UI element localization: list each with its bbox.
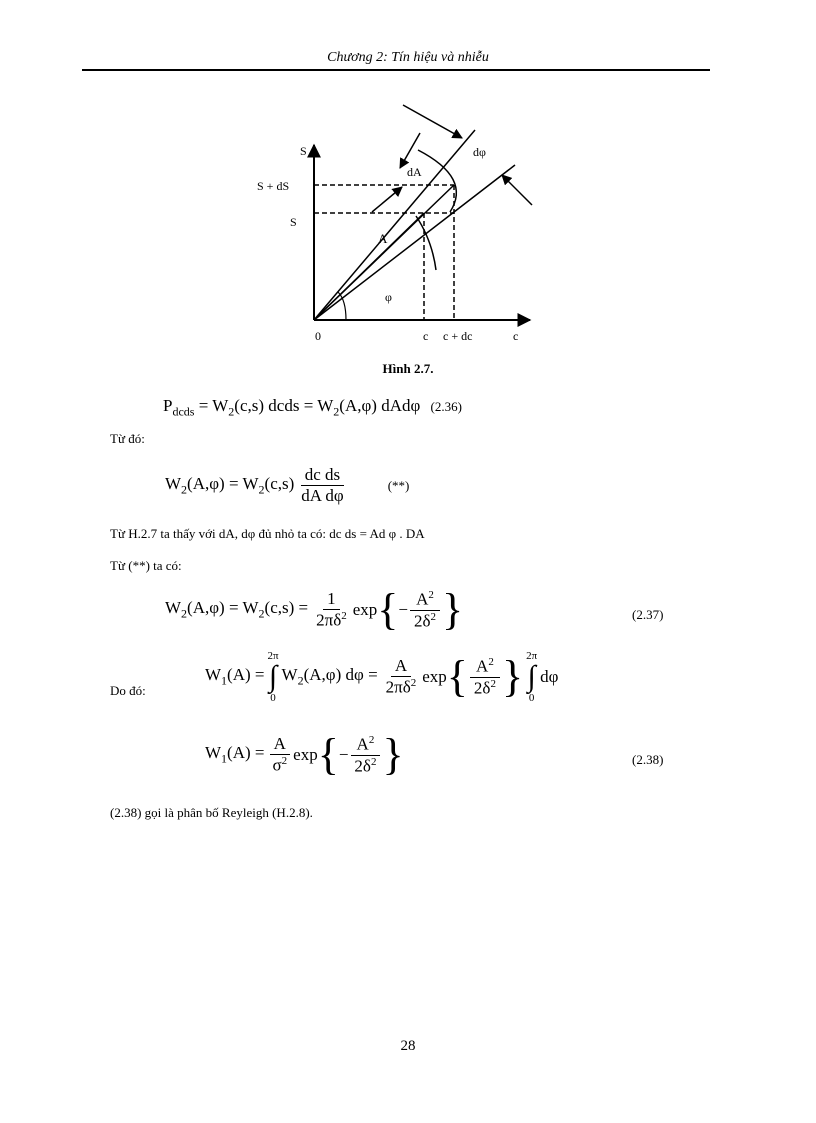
figure-caption: Hình 2.7.	[382, 361, 434, 376]
arrow-dphi	[403, 105, 462, 138]
label-s-ds: S + dS	[257, 179, 290, 193]
text-do-do: Do đó:	[110, 683, 146, 698]
arrow-right	[502, 175, 532, 205]
label-c-axis: c	[513, 329, 519, 343]
label-da: dA	[407, 165, 422, 179]
ray-long-1	[314, 130, 475, 320]
label-dphi: dφ	[473, 145, 486, 159]
equation-mark: (**)	[387, 477, 410, 493]
label-phi: φ	[385, 290, 392, 304]
chapter-header: Chương 2: Tín hiệu và nhiễu	[327, 50, 489, 65]
equation-number-2-38: (2.38)	[632, 752, 664, 767]
label-s-axis: S	[300, 144, 307, 158]
page-number: 28	[400, 1038, 416, 1054]
label-s: S	[290, 215, 297, 229]
ray-long-2	[314, 165, 515, 320]
equation-2-36: $P_{dcds} = W_2(c,s)$ dcds = $W_2(A,\varphi)$ dAdφ (2.36)	[163, 396, 462, 419]
text-h27: Từ H.2.7 ta thấy với dA, dφ đủ nhỏ ta có: dc ds = Ad φ . DA	[110, 526, 425, 541]
equation-2-38: $W_1(A)$ = $\frac{A}{\sigma^2}$ exp { − $\frac{A^2}{2\delta^2}$ }	[205, 730, 404, 779]
equation-number: (2.36)	[430, 399, 462, 414]
equation-2-37: $W_2(A,\varphi) = W_2(c,s)$ = $\frac{1}{2\pi\delta^2}$ exp { − $\frac{A^2}{2\delta^2}$ }	[165, 585, 464, 634]
text-tu-do: Từ đó:	[110, 431, 145, 446]
text-rayleigh: (2.38) gọi là phân bố Reyleigh (H.2.8).	[110, 805, 313, 820]
header-rule	[82, 69, 710, 71]
label-a: A	[378, 231, 388, 246]
label-c-dc: c + dc	[443, 329, 473, 343]
equation-number-2-37: (2.37)	[632, 607, 664, 622]
arrow-da	[400, 133, 420, 168]
equation-integral: $W_1(A)$ = 2π ∫ 0 $W_2(A,\varphi) d\varphi$ = $\frac{A}{2\pi\delta^2}$ exp { $A^2$ $2\delta^2$ } 2π ∫ 0 dφ	[205, 650, 559, 704]
label-c: c	[423, 329, 429, 343]
figure-2-7	[240, 100, 560, 355]
arc-lower	[416, 216, 436, 270]
text-tu-double-star: Từ (**) ta có:	[110, 558, 182, 573]
arrow-s	[372, 187, 402, 212]
equation-double-star: $W_2(A,\varphi) = W_2(c,s)$ dc ds dA dφ (**)	[165, 465, 410, 505]
label-origin: 0	[315, 329, 321, 343]
